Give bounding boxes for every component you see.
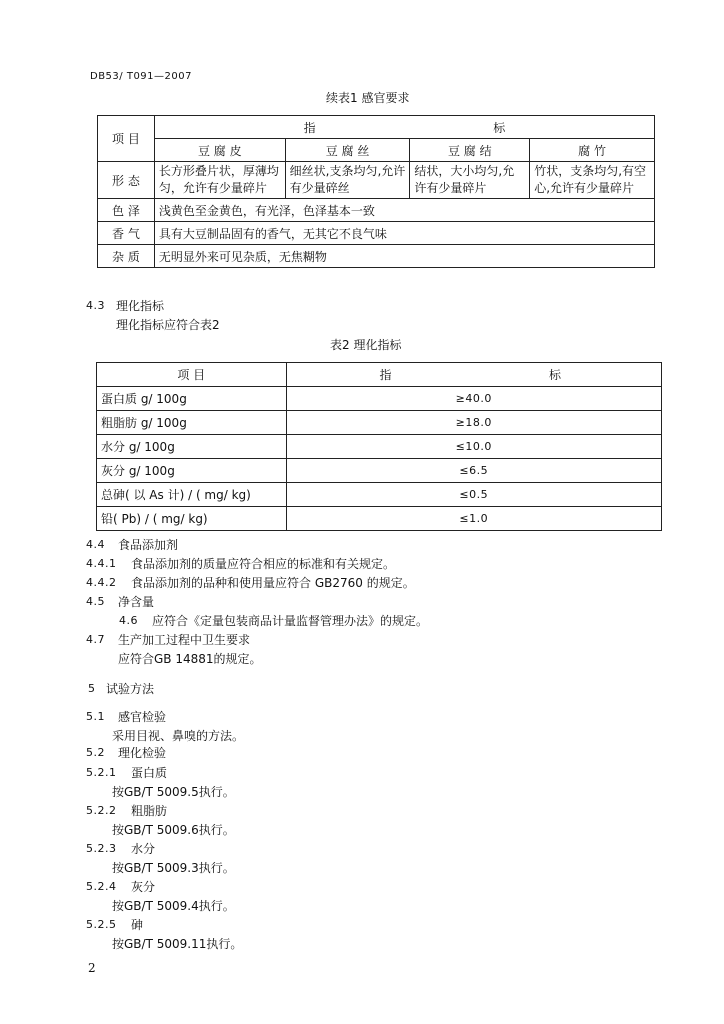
section-5-2-5-title: 砷: [131, 918, 144, 932]
table1-row-color-label: 色 泽: [98, 199, 155, 222]
table2-row-ash-value: ≤6.5: [286, 459, 662, 483]
table1-header-item: 项 目: [98, 116, 155, 162]
table2-row-moisture-item: 水分 g/ 100g: [97, 435, 287, 459]
section-5-2-5-number: 5.2.5: [86, 918, 117, 931]
section-4-4-2-number: 4.4.2: [86, 576, 117, 589]
table2-row-lead-value: ≤1.0: [286, 507, 662, 531]
section-5-2-4-title: 灰分: [131, 880, 156, 894]
section-4-6-number: 4.6: [119, 614, 138, 627]
table1-header-spec-a: 指: [303, 120, 316, 135]
section-5-number: 5: [88, 682, 96, 695]
table1-subheader-tofu-sticks: 腐 竹: [530, 139, 655, 162]
section-4-3-text: 理化指标应符合表2: [116, 318, 220, 332]
section-5-2-4-number: 5.2.4: [86, 880, 117, 893]
table1-subheader-tofu-skin: 豆 腐 皮: [154, 139, 285, 162]
table1-row-impurity-label: 杂 质: [98, 245, 155, 268]
section-4-4-1-text: 食品添加剂的质量应符合相应的标准和有关规定。: [131, 557, 396, 571]
table1-row-form-label: 形 态: [98, 162, 155, 199]
table1-subheader-tofu-shreds: 豆 腐 丝: [285, 139, 410, 162]
section-5-1-body: 采用目视、鼻嗅的方法。: [112, 729, 245, 743]
section-4-7-title: 生产加工过程中卫生要求: [118, 633, 251, 647]
section-5-2-2-title: 粗脂肪: [131, 804, 168, 818]
table2-row-protein-item: 蛋白质 g/ 100g: [97, 387, 287, 411]
section-4-4-number: 4.4: [86, 538, 105, 551]
table2-row-arsenic-value: ≤0.5: [286, 483, 662, 507]
table1-row-impurity-text: 无明显外来可见杂质，无焦糊物: [154, 245, 654, 268]
table1-form-tofu-shreds: 细丝状,支条均匀,允许有少量碎丝: [285, 162, 410, 199]
table2-caption: 表2 理化指标: [330, 338, 402, 352]
section-5-2-1-title: 蛋白质: [131, 766, 168, 780]
section-4-3-number: 4.3: [86, 299, 105, 312]
table1-caption: 续表1 感官要求: [326, 91, 410, 105]
table1-form-tofu-knots: 结状，大小均匀,允许有少量碎片: [410, 162, 530, 199]
section-4-7-body: 应符合GB 14881的规定。: [118, 652, 262, 666]
section-5-2-3-number: 5.2.3: [86, 842, 117, 855]
table2-row-moisture-value: ≤10.0: [286, 435, 662, 459]
table1-form-tofu-sticks: 竹状，支条均匀,有空心,允许有少量碎片: [530, 162, 655, 199]
table1-row-color-text: 浅黄色至金黄色，有光泽，色泽基本一致: [154, 199, 654, 222]
table2-header-spec: [286, 363, 662, 387]
table2-header-spec-a: 指: [379, 368, 392, 382]
table1-header-spec-b: 标: [493, 120, 506, 135]
section-4-4-2-text: 食品添加剂的品种和使用量应符合 GB2760 的规定。: [131, 576, 415, 590]
section-5-2-1-number: 5.2.1: [86, 766, 117, 779]
section-5-1-number: 5.1: [86, 710, 105, 723]
table2-row-lead-item: 铅( Pb) / ( mg/ kg): [97, 507, 287, 531]
physicochemical-table: [96, 362, 662, 531]
section-5-2-title: 理化检验: [118, 746, 167, 760]
section-5-2-2-number: 5.2.2: [86, 804, 117, 817]
section-4-4-1-number: 4.4.1: [86, 557, 117, 570]
section-5-2-4-body: 按GB/T 5009.4执行。: [112, 899, 235, 913]
table1-subheader-tofu-knots: 豆 腐 结: [410, 139, 530, 162]
section-5-2-2-body: 按GB/T 5009.6执行。: [112, 823, 235, 837]
section-5-2-5-body: 按GB/T 5009.11执行。: [112, 937, 243, 951]
section-5-title: 试验方法: [106, 682, 155, 696]
table2-row-fat-value: ≥18.0: [286, 411, 662, 435]
section-5-2-3-body: 按GB/T 5009.3执行。: [112, 861, 235, 875]
table1-form-tofu-skin: 长方形叠片状，厚薄均匀，允许有少量碎片: [154, 162, 285, 199]
table2-row-protein-value: ≥40.0: [286, 387, 662, 411]
table1-row-aroma-label: 香 气: [98, 222, 155, 245]
table2-header-spec-b: 标: [548, 368, 561, 382]
section-5-2-1-body: 按GB/T 5009.5执行。: [112, 785, 235, 799]
table1-header-spec: [154, 116, 654, 139]
section-5-2-number: 5.2: [86, 746, 105, 759]
section-5-1-title: 感官检验: [118, 710, 167, 724]
section-4-5-number: 4.5: [86, 595, 105, 608]
table2-header-item: 项 目: [97, 363, 287, 387]
section-5-2-3-title: 水分: [131, 842, 156, 856]
section-4-5-title: 净含量: [118, 595, 155, 609]
page-number: 2: [88, 961, 96, 975]
sensory-requirements-table: [97, 115, 655, 268]
section-4-7-number: 4.7: [86, 633, 105, 646]
section-4-4-title: 食品添加剂: [118, 538, 179, 552]
section-4-3-title: 理化指标: [116, 299, 165, 313]
document-code: DB53/ T091—2007: [90, 71, 192, 82]
table1-row-aroma-text: 具有大豆制品固有的香气，无其它不良气味: [154, 222, 654, 245]
table2-row-ash-item: 灰分 g/ 100g: [97, 459, 287, 483]
section-4-6-text: 应符合《定量包装商品计量监督管理办法》的规定。: [152, 614, 429, 628]
table2-row-arsenic-item: 总砷( 以 As 计) / ( mg/ kg): [97, 483, 287, 507]
table2-row-fat-item: 粗脂肪 g/ 100g: [97, 411, 287, 435]
